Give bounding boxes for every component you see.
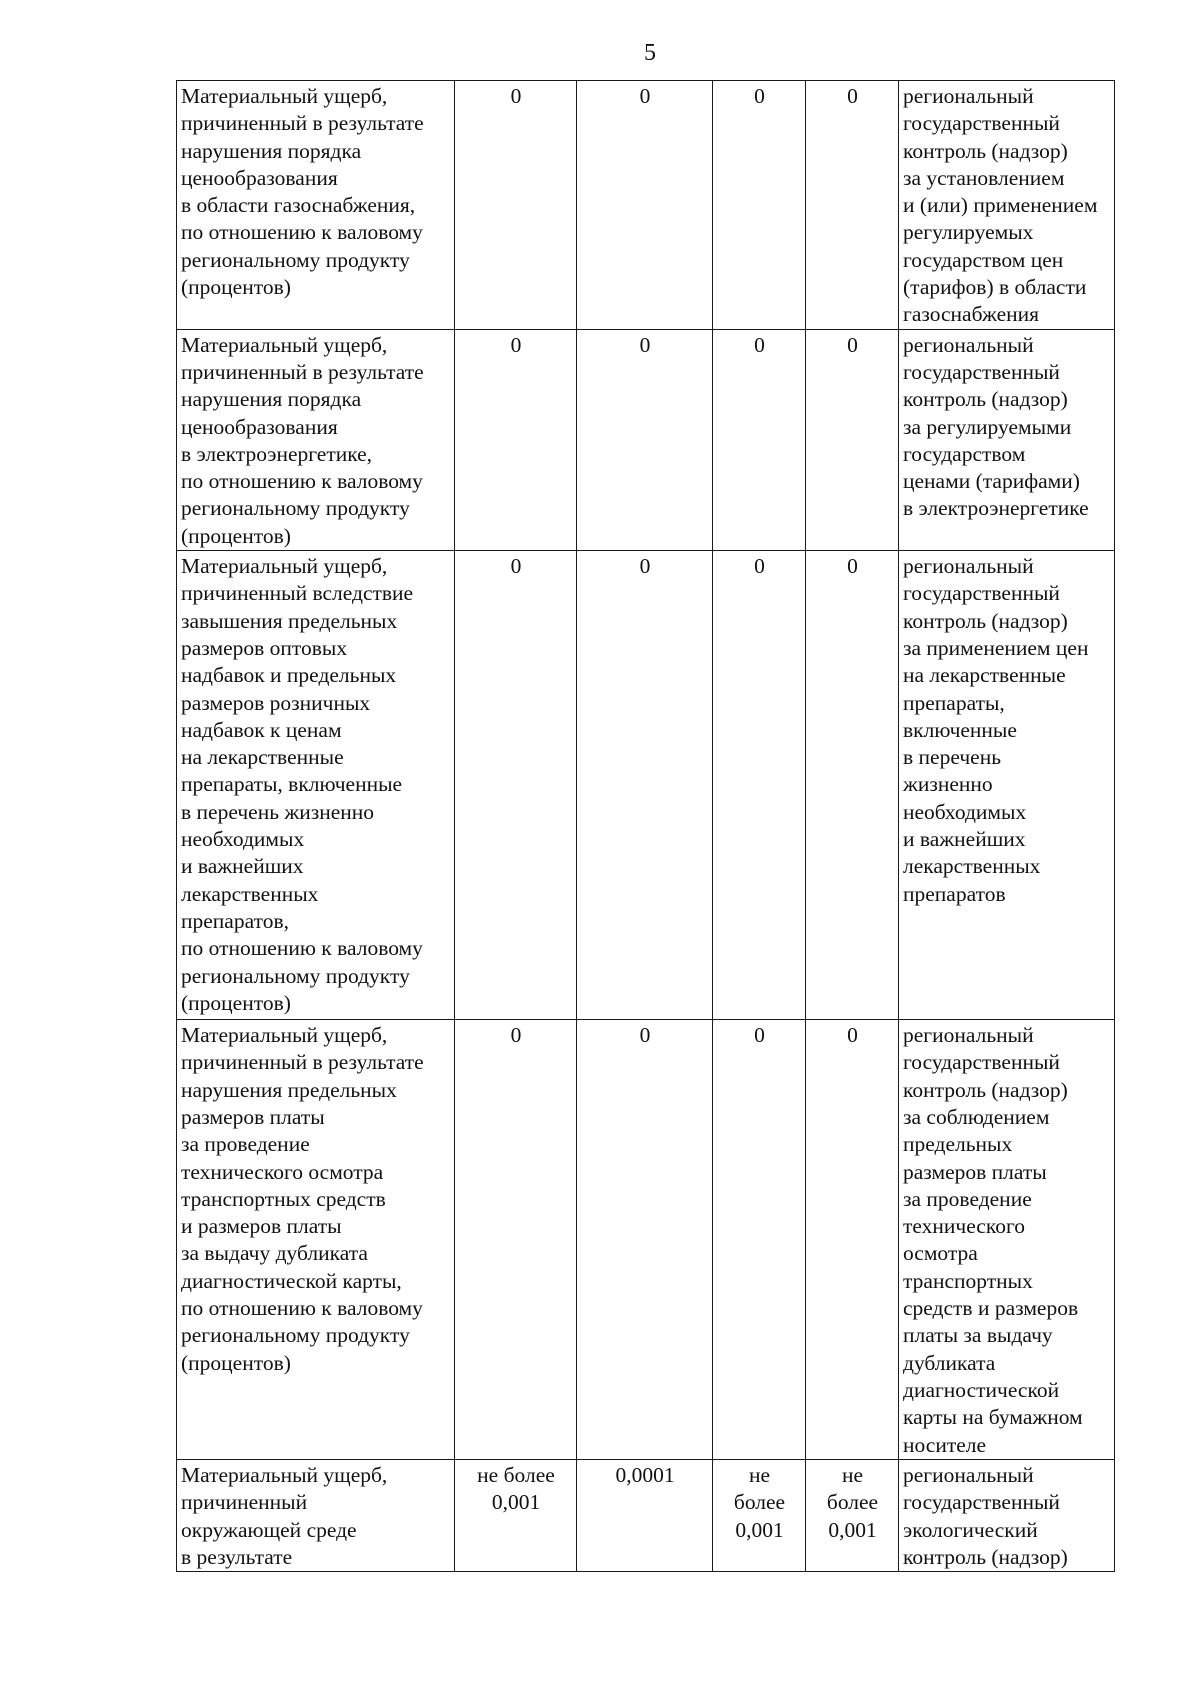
value-cell: 0 xyxy=(455,1020,577,1460)
value-cell: 0 xyxy=(577,1020,713,1460)
indicator-description: Материальный ущерб, причиненный в результате нарушения предельных размеров платы за проведение технического осмотра транспортных средств и размеров платы за выдачу дубликата диагностической карты, по отношению к валовому региональному продукту (процентов) xyxy=(177,1020,455,1460)
value-cell: не более 0,001 xyxy=(713,1460,806,1572)
value-cell: 0 xyxy=(806,81,899,330)
value-cell: 0 xyxy=(713,81,806,330)
value-cell: 0 xyxy=(806,1020,899,1460)
page-number: 5 xyxy=(644,40,656,66)
value-cell: 0 xyxy=(577,551,713,1020)
value-cell: не более 0,001 xyxy=(806,1460,899,1572)
indicator-description: Материальный ущерб, причиненный вследствие завышения предельных размеров оптовых надбавок и предельных размеров розничных надбавок к ценам на лекарственные препараты, включенные в перечень жизненно необходимых и важнейших лекарственных препаратов, по отношению к валовому региональному продукту (процентов) xyxy=(177,551,455,1020)
value-cell: не более 0,001 xyxy=(455,1460,577,1572)
value-cell: 0 xyxy=(577,329,713,550)
table-row xyxy=(177,551,1115,1020)
table-row xyxy=(177,81,1115,330)
table-row xyxy=(177,1020,1115,1460)
indicator-description: Материальный ущерб, причиненный в результате нарушения порядка ценообразования в области газоснабжения, по отношению к валовому региональному продукту (процентов) xyxy=(177,81,455,330)
table-row xyxy=(177,1460,1115,1572)
value-cell: 0 xyxy=(806,329,899,550)
control-type: региональный государственный экологический контроль (надзор) xyxy=(899,1460,1115,1572)
indicator-description: Материальный ущерб, причиненный окружающей среде в результате xyxy=(177,1460,455,1572)
control-type: региональный государственный контроль (надзор) за регулируемыми государством ценами (тарифами) в электроэнергетике xyxy=(899,329,1115,550)
value-cell: 0,0001 xyxy=(577,1460,713,1572)
value-cell: 0 xyxy=(455,551,577,1020)
control-type: региональный государственный контроль (надзор) за соблюдением предельных размеров платы за проведение технического осмотра транспортных средств и размеров платы за выдачу дубликата диагностической карты на бумажном носителе xyxy=(899,1020,1115,1460)
value-cell: 0 xyxy=(713,329,806,550)
value-cell: 0 xyxy=(577,81,713,330)
value-cell: 0 xyxy=(806,551,899,1020)
control-type: региональный государственный контроль (надзор) за применением цен на лекарственные препараты, включенные в перечень жизненно необходимых и важнейших лекарственных препаратов xyxy=(899,551,1115,1020)
control-type: региональный государственный контроль (надзор) за установлением и (или) применением регулируемых государством цен (тарифов) в области газоснабжения xyxy=(899,81,1115,330)
value-cell: 0 xyxy=(455,81,577,330)
indicator-description: Материальный ущерб, причиненный в результате нарушения порядка ценообразования в электроэнергетике, по отношению к валовому региональному продукту (процентов) xyxy=(177,329,455,550)
table-row xyxy=(177,329,1115,550)
indicators-table xyxy=(176,80,1115,1572)
value-cell: 0 xyxy=(713,1020,806,1460)
value-cell: 0 xyxy=(713,551,806,1020)
value-cell: 0 xyxy=(455,329,577,550)
